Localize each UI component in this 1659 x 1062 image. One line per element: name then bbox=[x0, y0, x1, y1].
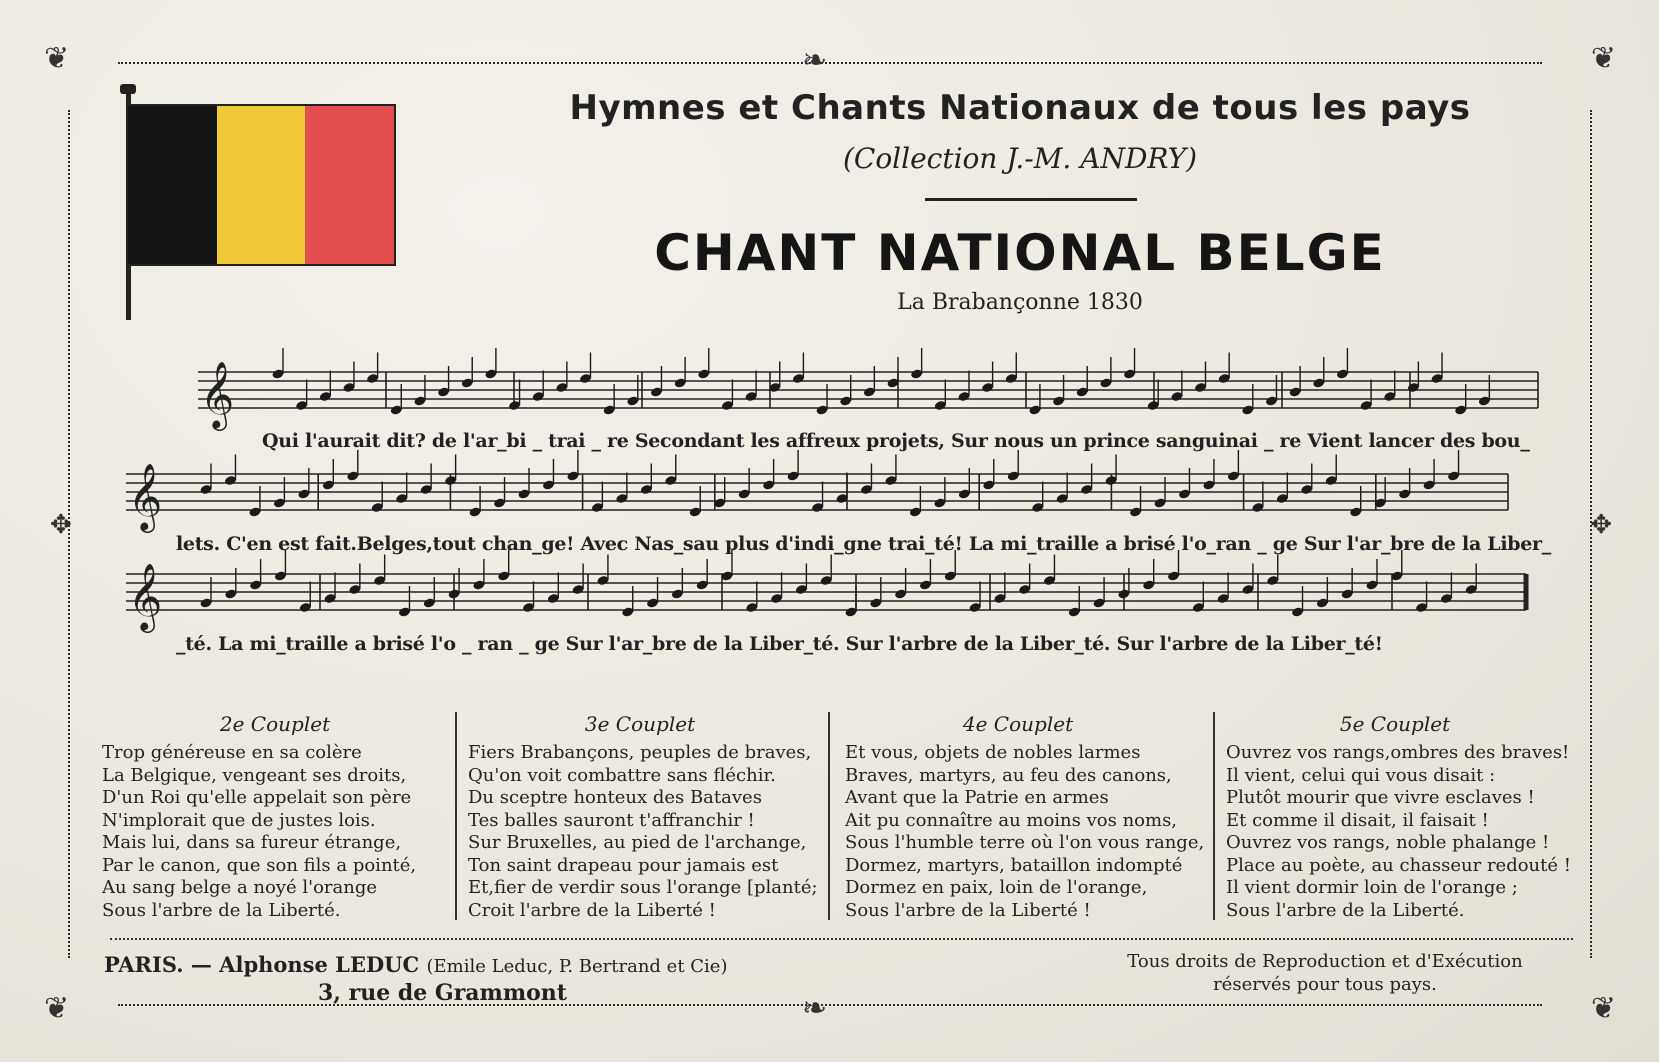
couplet-2-heading: 2e Couplet bbox=[219, 712, 331, 736]
couplet-5-text: Ouvrez vos rangs,ombres des braves! Il vient, celui qui vous disait : Plutôt mourir que vivre esclaves ! Et comme il disait, il faisait ! Ouvrez vos rangs, noble phalange ! Place au poète, au chasseur redouté ! Il vient dormir loin de l'orange ; Sous l'arbre de la Liberté. bbox=[1226, 742, 1571, 921]
couplet-4-heading: 4e Couplet bbox=[962, 712, 1074, 736]
treble-clef-icon: 𝄞 bbox=[128, 462, 163, 530]
rights-line-2: réservés pour tous pays. bbox=[1213, 974, 1437, 995]
rights-line-1: Tous droits de Reproduction et d'Exécution bbox=[1127, 951, 1523, 972]
side-ornament-icon: ✥ bbox=[50, 510, 72, 540]
publisher-name: PARIS. — Alphonse LEDUC bbox=[104, 952, 420, 977]
publisher-address: 3, rue de Grammont bbox=[318, 980, 567, 1006]
lyrics-line-3: _té. La mi_traille a brisé l'o _ ran _ ge Sur l'ar_bre de la Liber_té. Sur l'arbre de la Liber_té. Sur l'arbre de la Liber_té! bbox=[176, 633, 1383, 655]
treble-clef-icon: 𝄞 bbox=[128, 562, 163, 630]
rights-notice bbox=[1100, 950, 1550, 996]
lyrics-line-1: Qui l'aurait dit? de l'ar_bi _ trai _ re Secondant les affreux projets, Sur nous un prince sanguinai _ re Vient lancer des bou_ bbox=[262, 430, 1530, 452]
bottom-center-ornament-icon: ❧ bbox=[802, 991, 828, 1026]
column-divider bbox=[455, 712, 457, 920]
publisher-extra: (Emile Leduc, P. Bertrand et Cie) bbox=[426, 956, 728, 977]
treble-clef-icon: 𝄞 bbox=[200, 360, 235, 428]
column-divider bbox=[1213, 712, 1215, 920]
top-center-ornament-icon: ❧ bbox=[802, 43, 828, 78]
corner-ornament-icon: ❦ bbox=[1590, 991, 1616, 1026]
side-ornament-icon: ✥ bbox=[1590, 510, 1612, 540]
lyrics-line-2: lets. C'en est fait.Belges,tout chan_ge! Avec Nas_sau plus d'indi_gne trai_té! La mi_traille a brisé l'o_ran _ ge Sur l'ar_bre de la Liber_ bbox=[176, 533, 1551, 555]
couplet-5-heading: 5e Couplet bbox=[1339, 712, 1451, 736]
corner-ornament-icon: ❦ bbox=[44, 991, 70, 1026]
corner-ornament-icon: ❦ bbox=[1590, 41, 1616, 76]
couplet-3-heading: 3e Couplet bbox=[584, 712, 696, 736]
song-subtitle: La Brabançonne 1830 bbox=[897, 290, 1143, 315]
collection-label: (Collection J.-M. ANDRY) bbox=[842, 142, 1198, 175]
publisher-line bbox=[104, 952, 727, 977]
series-title: Hymnes et Chants Nationaux de tous les pays bbox=[569, 88, 1471, 128]
couplet-3-text: Fiers Brabançons, peuples de braves, Qu'on voit combattre sans fléchir. Du sceptre honteux des Bataves Tes balles sauront t'affranchir ! Sur Bruxelles, au pied de l'archange, Ton saint drapeau pour jamais est Et,fier de verdir sous l'orange [planté; Croit l'arbre de la Liberté ! bbox=[468, 742, 818, 921]
couplet-2-text: Trop généreuse en sa colère La Belgique, vengeant ses droits, D'un Roi qu'elle appelait son père N'implorait que de justes lois. Mais lui, dans sa fureur étrange, Par le canon, que son fils a pointé, Au sang belge a noyé l'orange Sous l'arbre de la Liberté. bbox=[102, 742, 417, 921]
column-divider bbox=[828, 712, 830, 920]
corner-ornament-icon: ❦ bbox=[44, 41, 70, 76]
page-title: CHANT NATIONAL BELGE bbox=[654, 224, 1386, 282]
couplet-4-text: Et vous, objets de nobles larmes Braves, martyrs, au feu des canons, Avant que la Patrie en armes Ait pu connaître au moins vos noms, Sous l'humble terre où l'on vous range, Dormez, martyrs, bataillon indompté Dormez en paix, loin de l'orange, Sous l'arbre de la Liberté ! bbox=[845, 742, 1205, 921]
footer-divider bbox=[110, 938, 1573, 940]
